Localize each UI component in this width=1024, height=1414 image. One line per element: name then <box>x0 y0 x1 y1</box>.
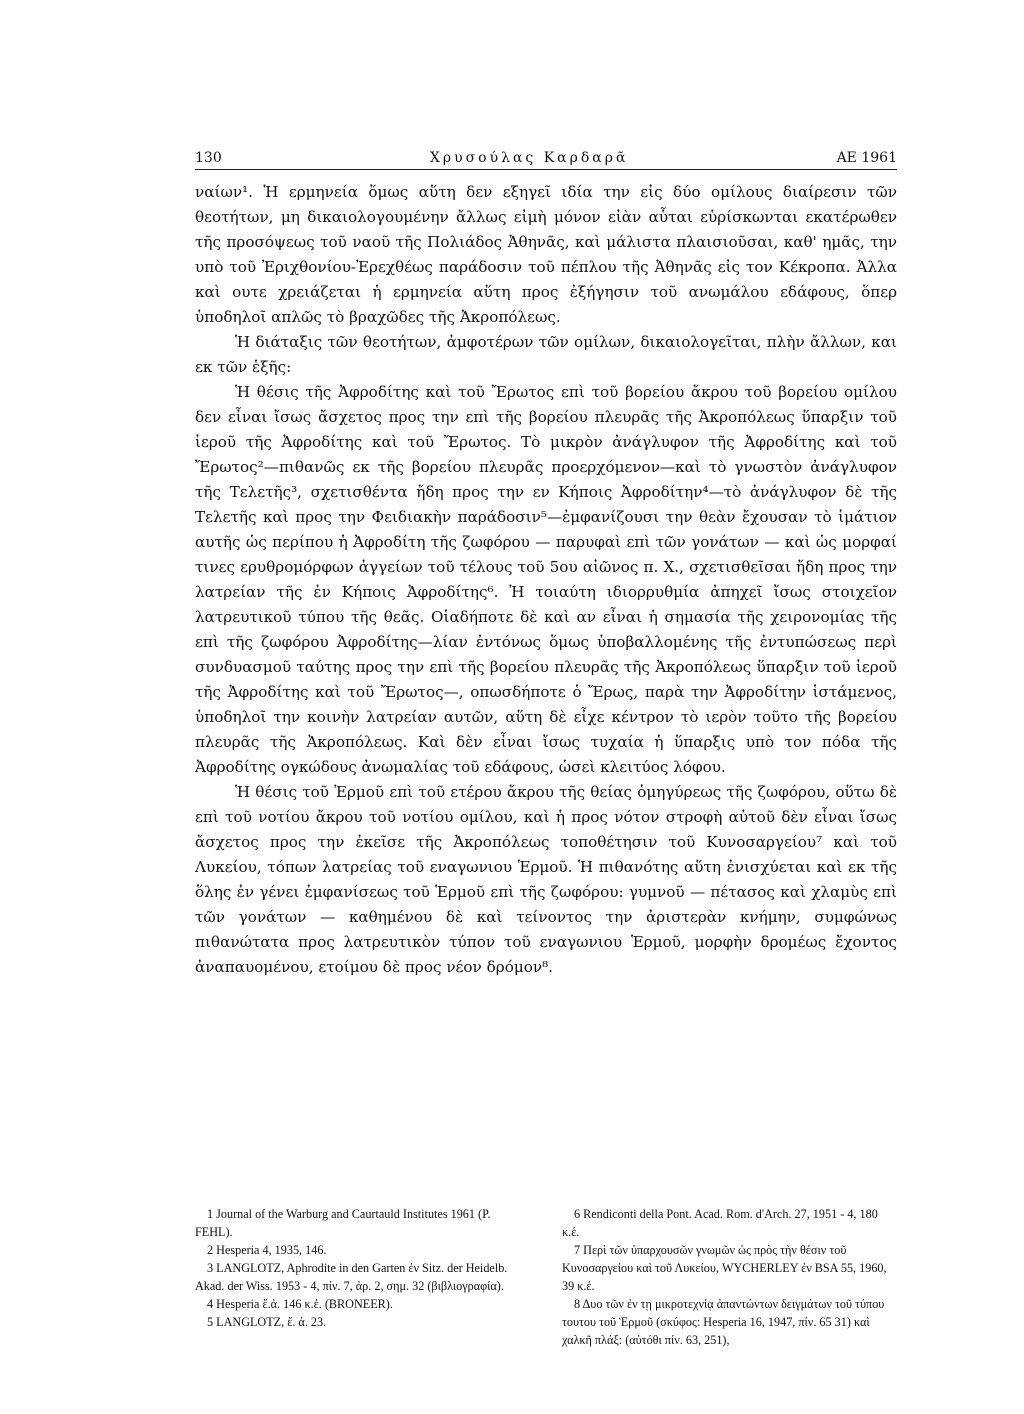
footnote-4: 4 Hesperia ἔ.ἀ. 146 κ.ἑ. (BRONEER). <box>207 1297 393 1311</box>
page <box>195 150 897 1347</box>
running-header <box>195 150 897 170</box>
footnote-8: 8 Δυο τῶν ἐν τῃ μικροτεχνίᾳ ἀπαντώντων δειγμάτων τοῦ τύπου τουτου τοῦ Ἑρμοῦ (σκύφος: Hesperia 16, 1947, πίν. 65 31) καὶ χαλκῆ πλάξ: (αὐτόθι πίν. 63, 251), <box>562 1297 885 1347</box>
body-text <box>195 180 897 980</box>
footnote-1: 1 Journal of the Warburg and Caurtauld Institutes 1961 (P. FEHL). <box>195 1207 491 1239</box>
footnotes <box>195 1205 897 1349</box>
footnote-5: 5 LANGLOTZ, ἔ. ἀ. 23. <box>207 1315 327 1329</box>
footnotes-right-column <box>562 1205 897 1349</box>
journal-ref: ΑΕ 1961 <box>836 150 897 166</box>
footnotes-left-column <box>195 1205 530 1349</box>
running-title: Χρυσούλας Καρδαρᾶ <box>429 150 629 166</box>
footnote-6: 6 Rendiconti della Pont. Acad. Rom. d'Arch. 27, 1951 - 4, 180 κ.ἑ. <box>562 1207 878 1239</box>
paragraph-1: ναίων¹. Ἡ ερμηνεία ὅμως αὕτη δεν εξηγεῖ ιδία την εἰς δύο ομίλους διαίρεσιν τῶν θεοτήτων, μη δικαιολογουμένην ἄλλως εἰμὴ μόνον εἰὰν αὗται εὑρίσκωνται εκατέρωθεν τῆς προσόψεως τοῦ ναοῦ τῆς Πολιάδος Ἀθηνᾶς, καὶ μάλιστα πλαισιοῦσαι, καθ' ημᾶς, την υπὸ τοῦ Ἐριχθονίου-Ἐρεχθέως παράδοσιν τοῦ πέπλου τῆς Ἀθηνᾶς εἰς τον Κέκροπα. Ἀλλα καὶ ουτε χρειάζεται ἡ ερμηνεία αὕτη προς ἐξήγησιν τοῦ ανωμάλου εδάφους, ὅπερ ὑποδηλοῖ απλῶς τὸ βραχῶδες τῆς Ἀκροπόλεως. <box>195 183 897 326</box>
footnote-3: 3 LANGLOTZ, Aphrodite in den Garten ἐν Sitz. der Heidelb. Akad. der Wiss. 1953 - 4, πίν. 7, ἀρ. 2, σημ. 32 (βιβλιογραφία). <box>195 1261 508 1293</box>
paragraph-4: Ἡ θέσις τοῦ Ἑρμοῦ επὶ τοῦ ετέρου ἄκρου τῆς θείας ὁμηγύρεως τῆς ζωφόρου, οὕτω δὲ επὶ τοῦ νοτίου ἄκρου τοῦ νοτίου ομίλου, καὶ ἡ προς νότον στροφὴ αὐτοῦ δὲν εἶναι ἴσως ἄσχετος προς την ἐκεῖσε τῆς Ἀκροπόλεως τοποθέτησιν τοῦ Κυνοσαργείου⁷ καὶ τοῦ Λυκείου, τόπων λατρείας τοῦ εναγωνιου Ἑρμοῦ. Ἡ πιθανότης αὕτη ἐνισχύεται καὶ εκ τῆς ὅλης ἐν γένει ἐμφανίσεως τοῦ Ἑρμοῦ επὶ τῆς ζωφόρου: γυμνοῦ — πέτασος καὶ χλαμὺς επὶ τῶν γονάτων — καθημένου δὲ καὶ τείνοντος την ἀριστερὰν κνήμην, συμφώνως πιθανώτατα προς λατρευτικὸν τύπον τοῦ εναγωνιου Ἑρμοῦ, μορφὴν δρομέως ἔχοντος ἀναπαυομένου, ετοίμου δὲ προς νέον δρόμον⁸. <box>195 783 897 976</box>
paragraph-2: Ἡ διάταξις τῶν θεοτήτων, ἀμφοτέρων τῶν ομίλων, δικαιολογεῖται, πλὴν ἄλλων, και εκ τῶν ἑξῆς: <box>195 333 897 376</box>
footnote-7: 7 Περὶ τῶν ὑπαρχουσῶν γνωμῶν ὡς πρὸς τὴν θέσιν τοῦ Κυνοσαργείου καὶ τοῦ Λυκείου, WYCHERLEY ἐν BSA 55, 1960, 39 κ.ἑ. <box>562 1243 887 1293</box>
page-number: 130 <box>195 150 222 166</box>
paragraph-3: Ἡ θέσις τῆς Ἀφροδίτης καὶ τοῦ Ἔρωτος επὶ τοῦ βορείου ἄκρου τοῦ βορείου ομίλου δεν εἶναι ἴσως ἄσχετος προς την επὶ τῆς βορείου πλευρᾶς τῆς Ἀκροπόλεως ὕπαρξιν τοῦ ἱεροῦ τῆς Ἀφροδίτης καὶ τοῦ Ἔρωτος. Τὸ μικρὸν ἀνάγλυφον τῆς Ἀφροδίτης καὶ τοῦ Ἔρωτος²—πιθανῶς εκ τῆς βορείου πλευρᾶς προερχόμενον—καὶ τὸ γνωστὸν ἀνάγλυφον τῆς Τελετῆς³, σχετισθέντα ἤδη προς την εν Κήποις Ἀφροδίτην⁴—τὸ ἀνάγλυφον δὲ τῆς Τελετῆς καὶ προς την Φειδιακὴν παράδοσιν⁵—ἐμφανίζουσι την θεὰν ἔχουσαν τὸ ἱμάτιον αυτῆς ὡς περίπου ἡ Ἀφροδίτη τῆς ζωφόρου — παρυφαὶ επὶ τῶν γονάτων — καὶ ὡς μορφαί τινες ερυθρομόρφων ἀγγείων τοῦ τέλους τοῦ 5ου αἰῶνος π. Χ., σχετισθεῖσαι ἤδη προς την λατρείαν τῆς ἐν Κήποις Ἀφροδίτης⁶. Ἡ τοιαύτη ιδιορρυθμία ἀπηχεῖ ἴσως στοιχεῖον λατρευτικοῦ τύπου τῆς θεᾶς. Οἱαδήποτε δὲ καὶ αν εἶναι ἡ σημασία τῆς χειρονομίας τῆς επὶ τῆς ζωφόρου Ἀφροδίτης—λίαν ἐντόνως ὅμως ὑποβαλλομένης τῆς ἐντυπώσεως περὶ συνδυασμοῦ ταύτης προς την επὶ τῆς βορείου πλευρᾶς τῆς Ἀκροπόλεως ὕπαρξιν τοῦ ἱεροῦ τῆς Ἀφροδίτης καὶ τοῦ Ἔρωτος—, οπωσδήποτε ὁ Ἔρως, παρὰ την Ἀφροδίτην ἱστάμενος, ὑποδηλοῖ την κοινὴν λατρείαν αυτῶν, αὕτη δὲ εἶχε κέντρον τὸ ιερὸν τοῦτο τῆς βορείου πλευρᾶς τῆς Ἀκροπόλεως. Καὶ δὲν εἶναι ἴσως τυχαία ἡ ὕπαρξις υπὸ τον πόδα τῆς Ἀφροδίτης ογκώδους ἀνωμαλίας τοῦ εδάφους, ὡσεὶ κλειτύος λόφου. <box>195 383 897 776</box>
footnote-2: 2 Hesperia 4, 1935, 146. <box>207 1243 327 1257</box>
